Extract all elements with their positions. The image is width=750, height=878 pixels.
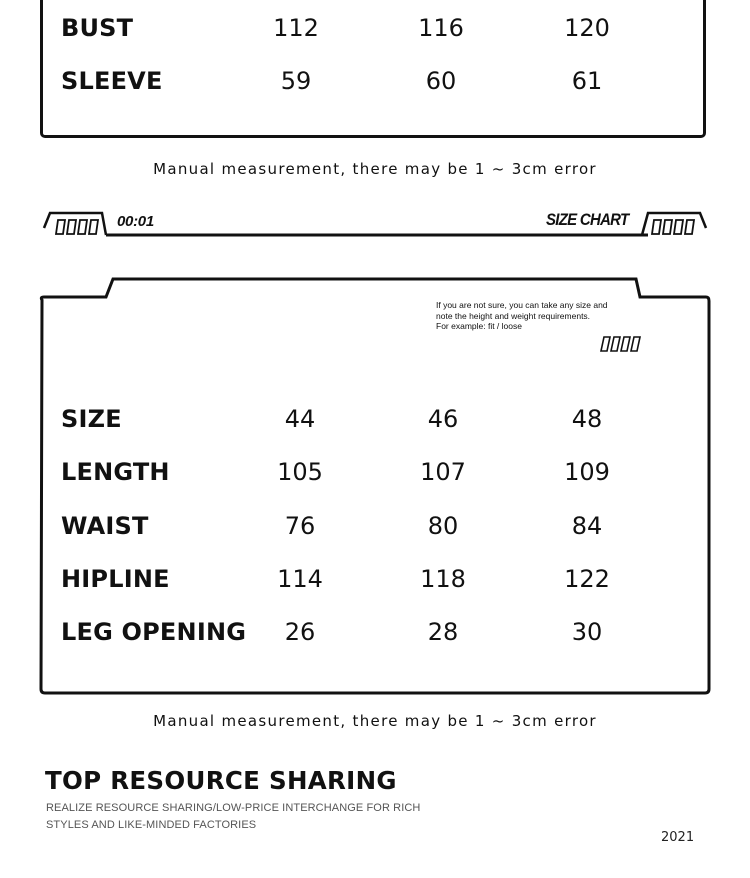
row-value: 26 <box>284 618 316 646</box>
row-value: 116 <box>418 14 464 42</box>
size-chart-title: SIZE CHART <box>546 210 629 229</box>
row-value: 28 <box>427 618 459 646</box>
brand-subtitle <box>46 800 426 834</box>
row-label: LEG OPENING <box>61 618 247 646</box>
table-row-waist <box>0 506 750 546</box>
subtitle-line: REALIZE RESOURCE SHARING/LOW-PRICE INTERCHANGE FOR RICH <box>46 802 421 814</box>
row-label: BUST <box>61 14 134 42</box>
row-value: 84 <box>571 512 603 540</box>
hint-line: note the height and weight requirements. <box>436 310 591 321</box>
row-value: 61 <box>571 67 603 95</box>
row-label: WAIST <box>61 512 149 540</box>
table-row-bust <box>0 8 750 48</box>
row-value: 76 <box>284 512 316 540</box>
table-row-hipline <box>0 559 750 599</box>
size-chart-header-bar <box>0 200 750 244</box>
table-row-length <box>0 452 750 492</box>
row-value: 114 <box>277 565 323 593</box>
timer-label: 00:01 <box>117 213 154 230</box>
brand-title: TOP RESOURCE SHARING <box>45 766 397 795</box>
row-value: 30 <box>571 618 603 646</box>
row-value: 59 <box>280 67 312 95</box>
size-hint <box>436 300 636 332</box>
hint-line: If you are not sure, you can take any size and <box>436 300 608 310</box>
row-value: 46 <box>427 405 459 433</box>
row-value: 60 <box>425 67 457 95</box>
row-value: 122 <box>564 565 610 593</box>
year-label: 2021 <box>661 830 695 845</box>
measurement-note: Manual measurement, there may be 1 ~ 3cm error <box>153 712 597 730</box>
row-value: 44 <box>284 405 316 433</box>
subtitle-line: STYLES AND LIKE-MINDED FACTORIES <box>46 819 257 831</box>
stripe-icon <box>652 220 694 234</box>
row-value: 112 <box>273 14 319 42</box>
row-label: SIZE <box>61 405 122 433</box>
row-value: 105 <box>277 458 323 486</box>
row-value: 48 <box>571 405 603 433</box>
row-value: 107 <box>420 458 466 486</box>
table-row-size <box>0 399 750 439</box>
measurement-note: Manual measurement, there may be 1 ~ 3cm error <box>153 160 597 178</box>
row-label: LENGTH <box>61 458 170 486</box>
row-value: 80 <box>427 512 459 540</box>
row-label: SLEEVE <box>61 67 163 95</box>
row-value: 118 <box>420 565 466 593</box>
row-label: HIPLINE <box>61 565 170 593</box>
table-row-leg-opening <box>0 612 750 652</box>
row-value: 109 <box>564 458 610 486</box>
table-row-sleeve <box>0 61 750 101</box>
stripe-icon <box>601 337 640 351</box>
stripe-icon <box>56 220 98 234</box>
row-value: 120 <box>564 14 610 42</box>
hint-line: For example: fit / loose <box>436 321 522 331</box>
